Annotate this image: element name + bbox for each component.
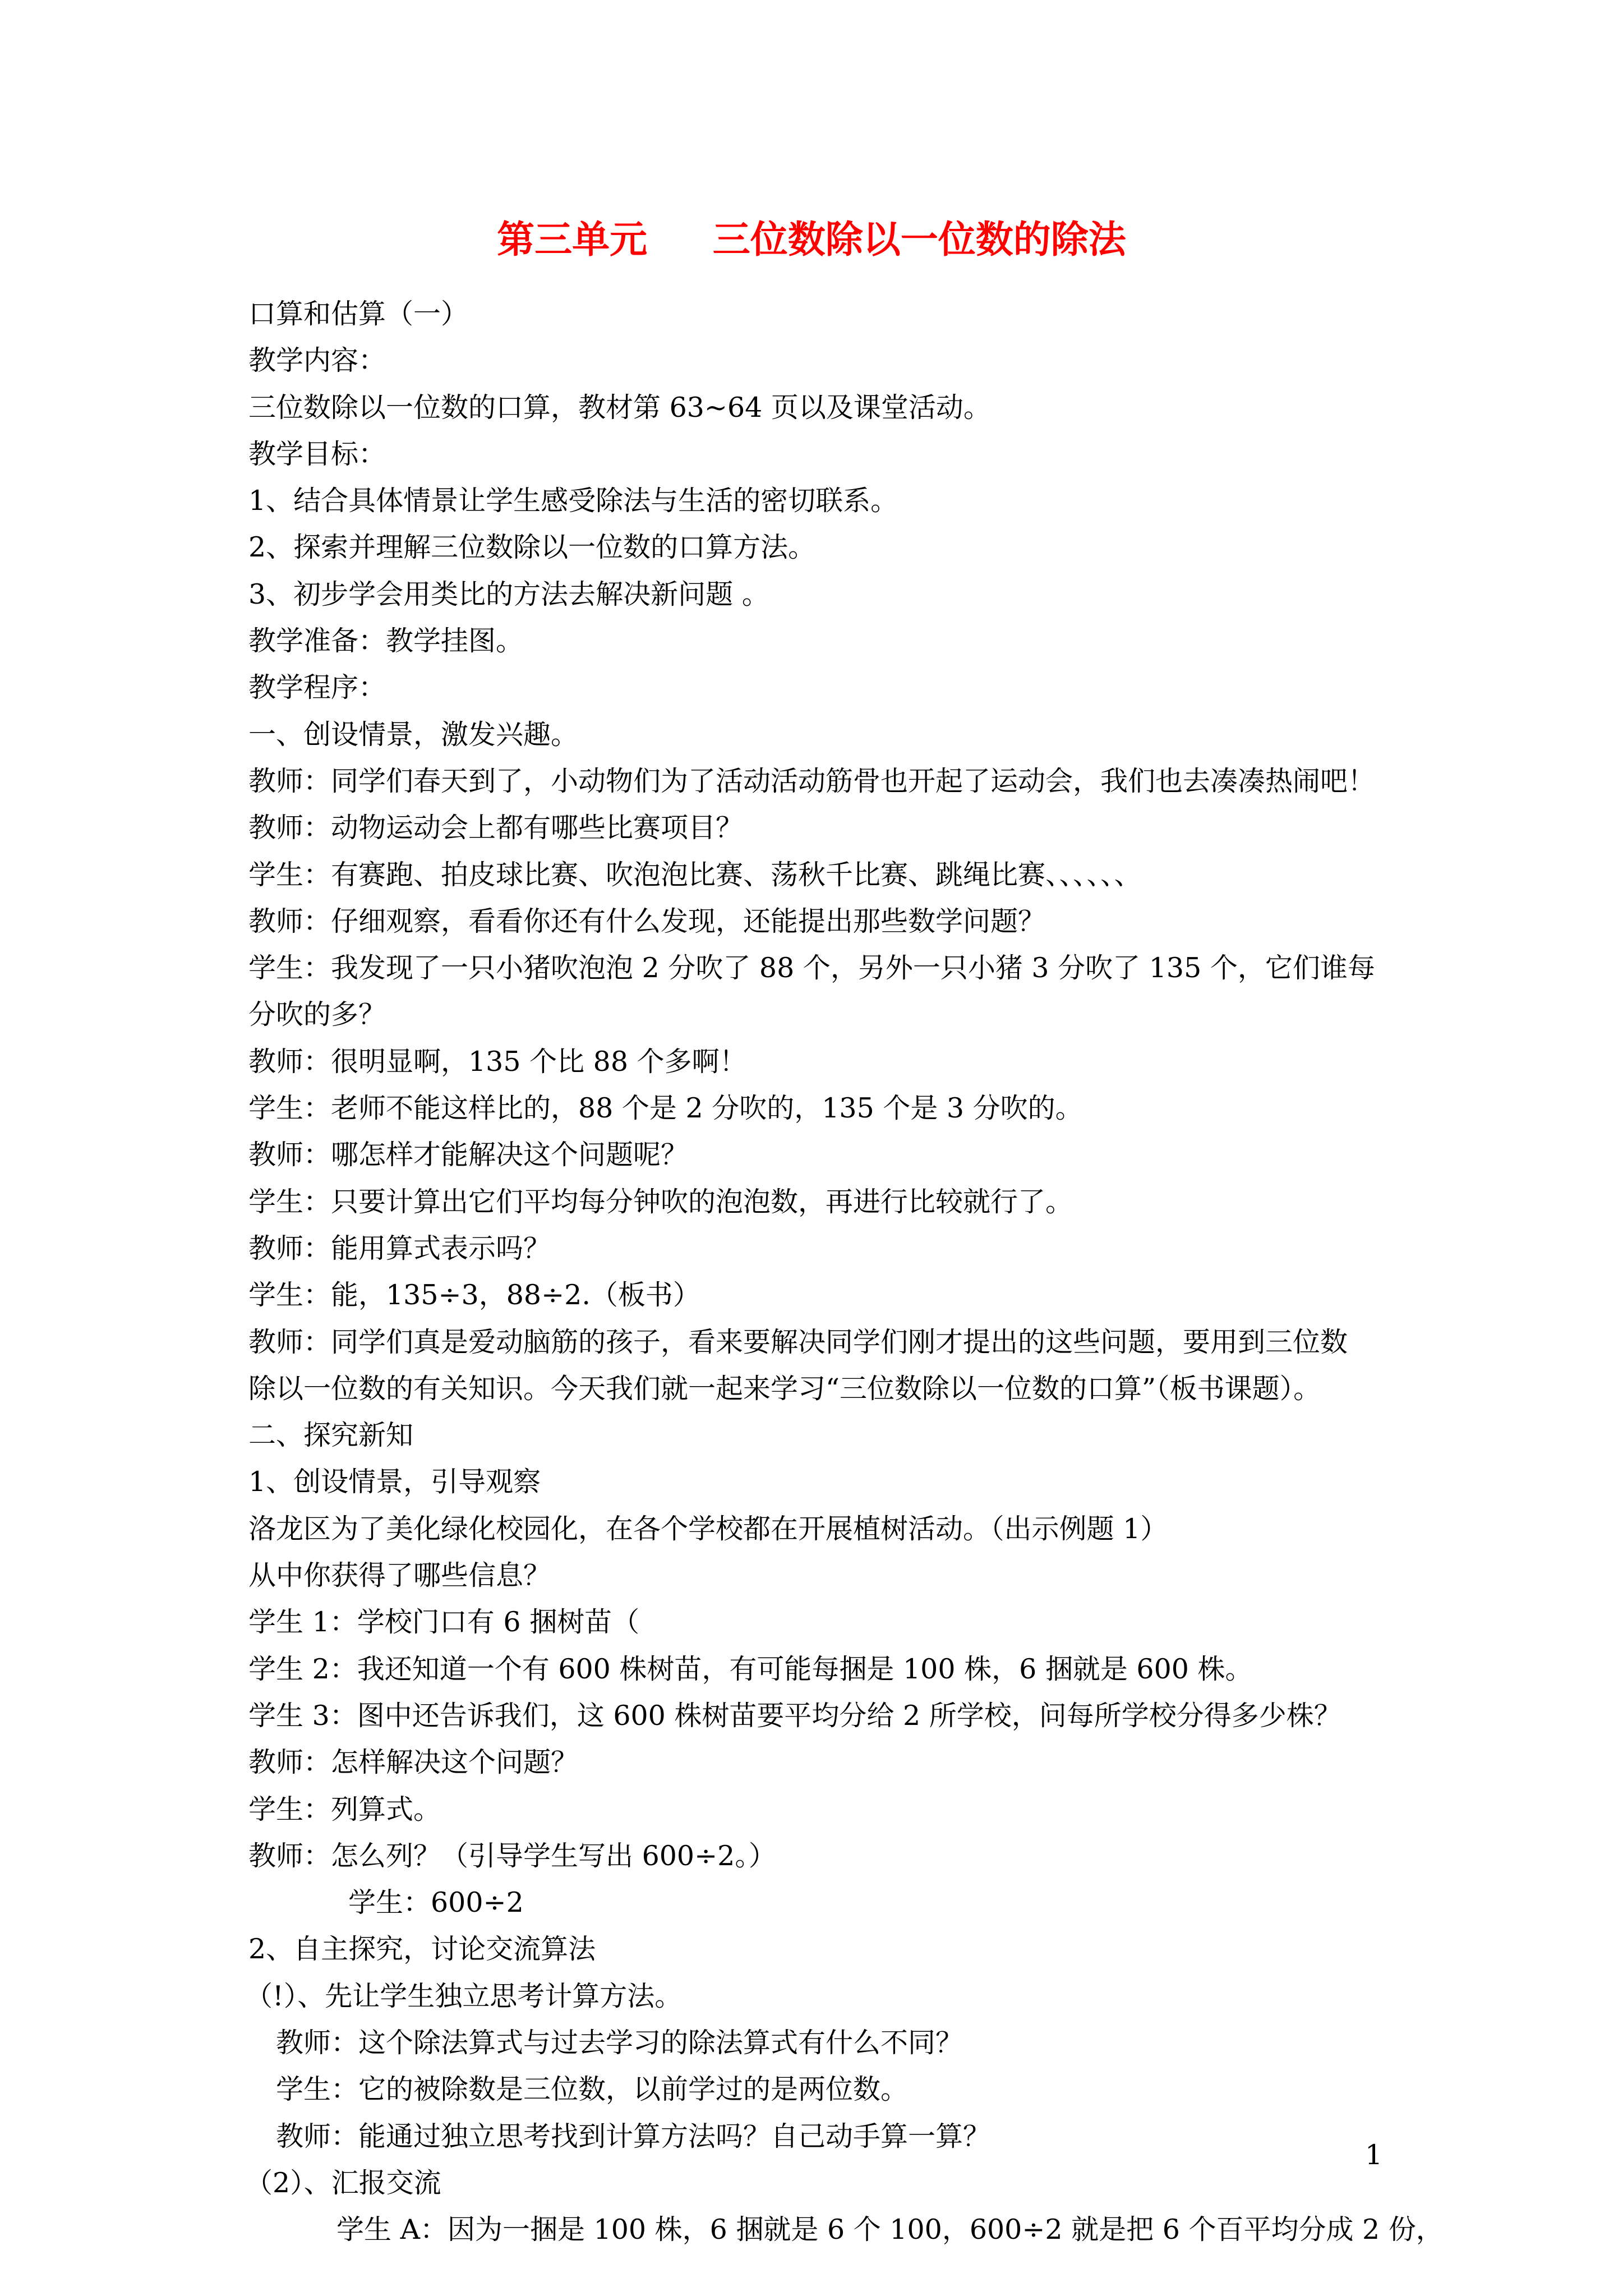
label-teaching-goals: 教学目标： [248, 438, 386, 470]
dialogue-line: 教师：仔细观察，看看你还有什么发现，还能提出那些数学问题？ [248, 905, 1046, 937]
list-item: 1、结合具体情景让学生感受除法与生活的密切联系。 [248, 485, 898, 517]
dialogue-line-continued: 分吹的多？ [248, 999, 386, 1031]
dialogue-line: 教师：能通过独立思考找到计算方法吗？自己动手算一算？ [276, 2120, 991, 2152]
paragraph: 从中你获得了哪些信息？ [248, 1559, 551, 1592]
dialogue-line: 学生：它的被除数是三位数，以前学过的是两位数。 [276, 2073, 909, 2106]
dialogue-line: 学生：列算式。 [248, 1793, 441, 1825]
label-teaching-content: 教学内容： [248, 344, 386, 377]
dialogue-line: 教师：动物运动会上都有哪些比赛项目？ [248, 812, 744, 844]
dialogue-line: 教师：同学们春天到了，小动物们为了活动活动筋骨也开起了运动会，我们也去凑凑热闹吧！ [248, 765, 1376, 797]
dialogue-line: 学生：600÷2 [348, 1887, 524, 1919]
list-item: 3、初步学会用类比的方法去解决新问题 。 [248, 578, 769, 610]
dialogue-line: 教师：能用算式表示吗？ [248, 1232, 551, 1264]
list-item: 2、探索并理解三位数除以一位数的口算方法。 [248, 531, 816, 564]
dialogue-line: 学生：老师不能这样比的，88 个是 2 分吹的，135 个是 3 分吹的。 [248, 1092, 1083, 1125]
page-number: 1 [1365, 2139, 1383, 2171]
dialogue-line: 学生：我发现了一只小猪吹泡泡 2 分吹了 88 个，另外一只小猪 3 分吹了 135 个，它们谁每 [248, 952, 1375, 984]
dialogue-line: 教师：哪怎样才能解决这个问题呢？ [248, 1139, 689, 1171]
step-heading: 2、自主探究，讨论交流算法 [248, 1933, 596, 1966]
sub-step-heading: （!）、先让学生独立思考计算方法。 [245, 1980, 683, 2012]
dialogue-line: 教师：怎么列？（引导学生写出 600÷2。） [248, 1839, 776, 1872]
paragraph: 教学准备：教学挂图。 [248, 625, 524, 657]
dialogue-line: 学生 2：我还知道一个有 600 株树苗，有可能每捆是 100 株，6 捆就是 600 株。 [248, 1653, 1253, 1685]
dialogue-line: 教师：很明显啊，135 个比 88 个多啊！ [248, 1045, 747, 1078]
document-title: 第三单元 三位数除以一位数的除法 [497, 217, 1126, 261]
dialogue-line-continued: 除以一位数的有关知识。今天我们就一起来学习“三位数除以一位数的口算”（板书课题）。 [248, 1372, 1321, 1405]
step-heading: 1、创设情景，引导观察 [248, 1466, 541, 1498]
paragraph: 洛龙区为了美化绿化校园化，在各个学校都在开展植树活动。（出示例题 1） [248, 1512, 1168, 1545]
section-heading: 口算和估算（一） [248, 298, 469, 330]
dialogue-line: 教师：怎样解决这个问题？ [248, 1746, 579, 1779]
sub-step-heading: （2）、汇报交流 [245, 2166, 441, 2199]
dialogue-line: 学生：能，135÷3，88÷2.（板书） [248, 1279, 700, 1312]
subsection-heading: 一、创设情景，激发兴趣。 [248, 718, 579, 751]
dialogue-line: 教师：这个除法算式与过去学习的除法算式有什么不同？ [276, 2026, 963, 2059]
dialogue-line: 学生 1：学校门口有 6 捆树苗（ [248, 1606, 640, 1639]
paragraph: 三位数除以一位数的口算，教材第 63~64 页以及课堂活动。 [248, 391, 991, 424]
subsection-heading: 二、探究新知 [248, 1419, 414, 1452]
dialogue-line: 学生 3：图中还告诉我们，这 600 株树苗要平均分给 2 所学校，问每所学校分得多少株？ [248, 1699, 1341, 1732]
dialogue-line: 学生：有赛跑、拍皮球比赛、吹泡泡比赛、荡秋千比赛、跳绳比赛、、、、、、 [248, 858, 1142, 891]
dialogue-line: 学生 A：因为一捆是 100 株，6 捆就是 6 个 100，600÷2 就是把 6 个百平均分成 2 份， [336, 2214, 1444, 2246]
dialogue-line: 教师：同学们真是爱动脑筋的孩子，看来要解决同学们刚才提出的这些问题，要用到三位数 [248, 1326, 1348, 1358]
document-body [245, 291, 1444, 2253]
label-teaching-procedure: 教学程序： [248, 671, 386, 704]
dialogue-line: 学生：只要计算出它们平均每分钟吹的泡泡数，再进行比较就行了。 [248, 1185, 1073, 1218]
